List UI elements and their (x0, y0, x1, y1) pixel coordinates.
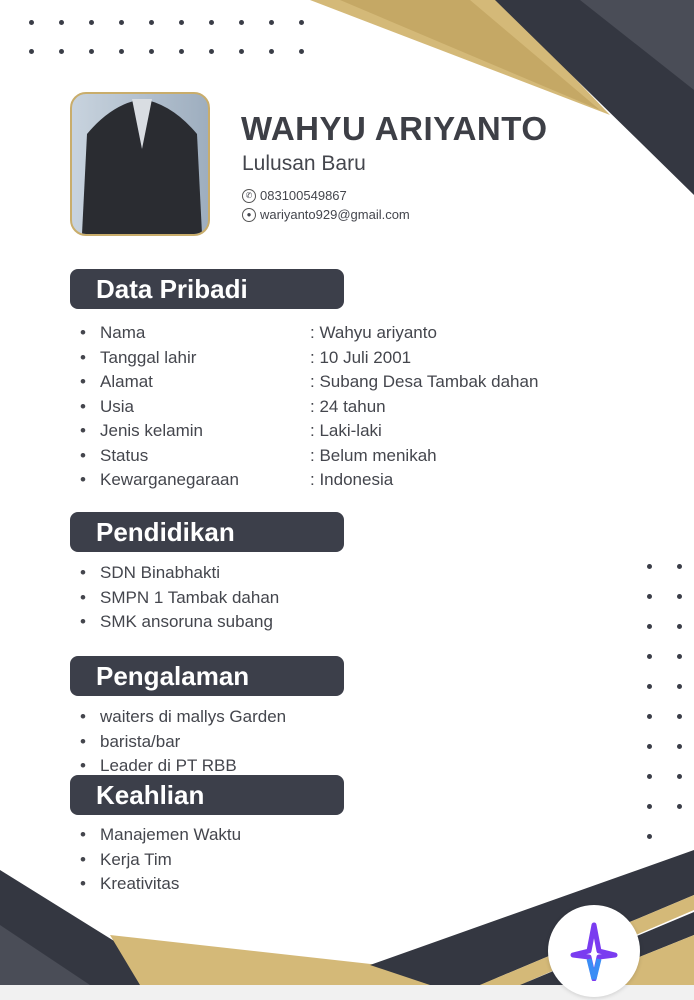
dot (647, 744, 652, 749)
dot (119, 49, 124, 54)
profile-photo (70, 92, 210, 236)
experience-item: • waiters di mallys Garden (80, 705, 286, 730)
field-value: : Indonesia (310, 470, 394, 489)
dot (677, 624, 682, 629)
candidate-role: Lulusan Baru (242, 152, 366, 175)
personal-data-list (80, 321, 538, 493)
education-item: • SMPN 1 Tambak dahan (80, 586, 279, 611)
field-value: : 24 tahun (310, 396, 386, 416)
skills-item: • Manajemen Waktu (80, 823, 241, 848)
personal-data-row (80, 444, 538, 469)
email-icon: ● (242, 208, 256, 222)
dot (149, 20, 154, 25)
dot (677, 774, 682, 779)
phone-icon: ✆ (242, 189, 256, 203)
dot (179, 49, 184, 54)
dot (677, 684, 682, 689)
education-item: • SDN Binabhakti (80, 561, 279, 586)
experience-list (80, 705, 286, 779)
personal-data-row (80, 468, 538, 493)
dot (677, 744, 682, 749)
personal-data-row (80, 370, 538, 395)
section-heading-personal: Data Pribadi (70, 269, 344, 309)
dot (677, 564, 682, 569)
experience-item: • barista/bar (80, 730, 286, 755)
field-label: • Jenis kelamin (100, 421, 203, 440)
dot (647, 564, 652, 569)
dot (647, 834, 652, 839)
ai-assistant-button[interactable] (548, 905, 640, 997)
education-list (80, 561, 279, 635)
field-value: : Wahyu ariyanto (310, 323, 437, 342)
dot (179, 20, 184, 25)
section-heading-skills: Keahlian (70, 775, 344, 815)
dot (29, 49, 34, 54)
field-value: : Subang Desa Tambak dahan (310, 372, 539, 391)
dot (647, 684, 652, 689)
personal-data-row (80, 395, 538, 420)
dot (677, 804, 682, 809)
field-label: • Status (100, 445, 149, 465)
candidate-name: WAHYU ARIYANTO (241, 110, 548, 147)
skills-list (80, 823, 241, 897)
dot (677, 654, 682, 659)
dot (209, 20, 214, 25)
dot (59, 49, 64, 54)
field-label: • Nama (100, 323, 146, 342)
skills-item: • Kreativitas (80, 872, 241, 897)
dot (299, 20, 304, 25)
section-heading-education: Pendidikan (70, 512, 344, 552)
education-item: • SMK ansoruna subang (80, 610, 279, 635)
dot (647, 714, 652, 719)
dot (119, 20, 124, 25)
dot (59, 20, 64, 25)
field-label: • Alamat (100, 372, 153, 391)
dot (299, 49, 304, 54)
dot (647, 774, 652, 779)
dot (89, 20, 94, 25)
dot (647, 594, 652, 599)
personal-data-row (80, 346, 538, 371)
dot (269, 49, 274, 54)
dot (269, 20, 274, 25)
dot (647, 654, 652, 659)
dot (29, 20, 34, 25)
field-value: : 10 Juli 2001 (310, 347, 412, 367)
dot (647, 804, 652, 809)
field-value: : Laki-laki (310, 421, 382, 440)
dot (647, 624, 652, 629)
dot (149, 49, 154, 54)
field-label: • Usia (100, 396, 135, 416)
email-address: wariyanto929@gmail.com (260, 207, 410, 222)
sparkle-icon (569, 921, 619, 981)
phone-number: 083100549867 (260, 188, 347, 203)
dot (239, 49, 244, 54)
section-heading-experience: Pengalaman (70, 656, 344, 696)
dot (677, 714, 682, 719)
dot (89, 49, 94, 54)
skills-item: • Kerja Tim (80, 848, 241, 873)
field-label: • Kewarganegaraan (100, 470, 239, 489)
dot (239, 20, 244, 25)
experience-item: • Leader di PT RBB (80, 754, 286, 779)
personal-data-row (80, 419, 538, 444)
field-label: • Tanggal lahir (100, 347, 197, 367)
phone-contact (242, 188, 347, 203)
email-contact (242, 207, 410, 222)
field-value: : Belum menikah (310, 445, 437, 465)
dot (677, 594, 682, 599)
dot (209, 49, 214, 54)
personal-data-row (80, 321, 538, 346)
